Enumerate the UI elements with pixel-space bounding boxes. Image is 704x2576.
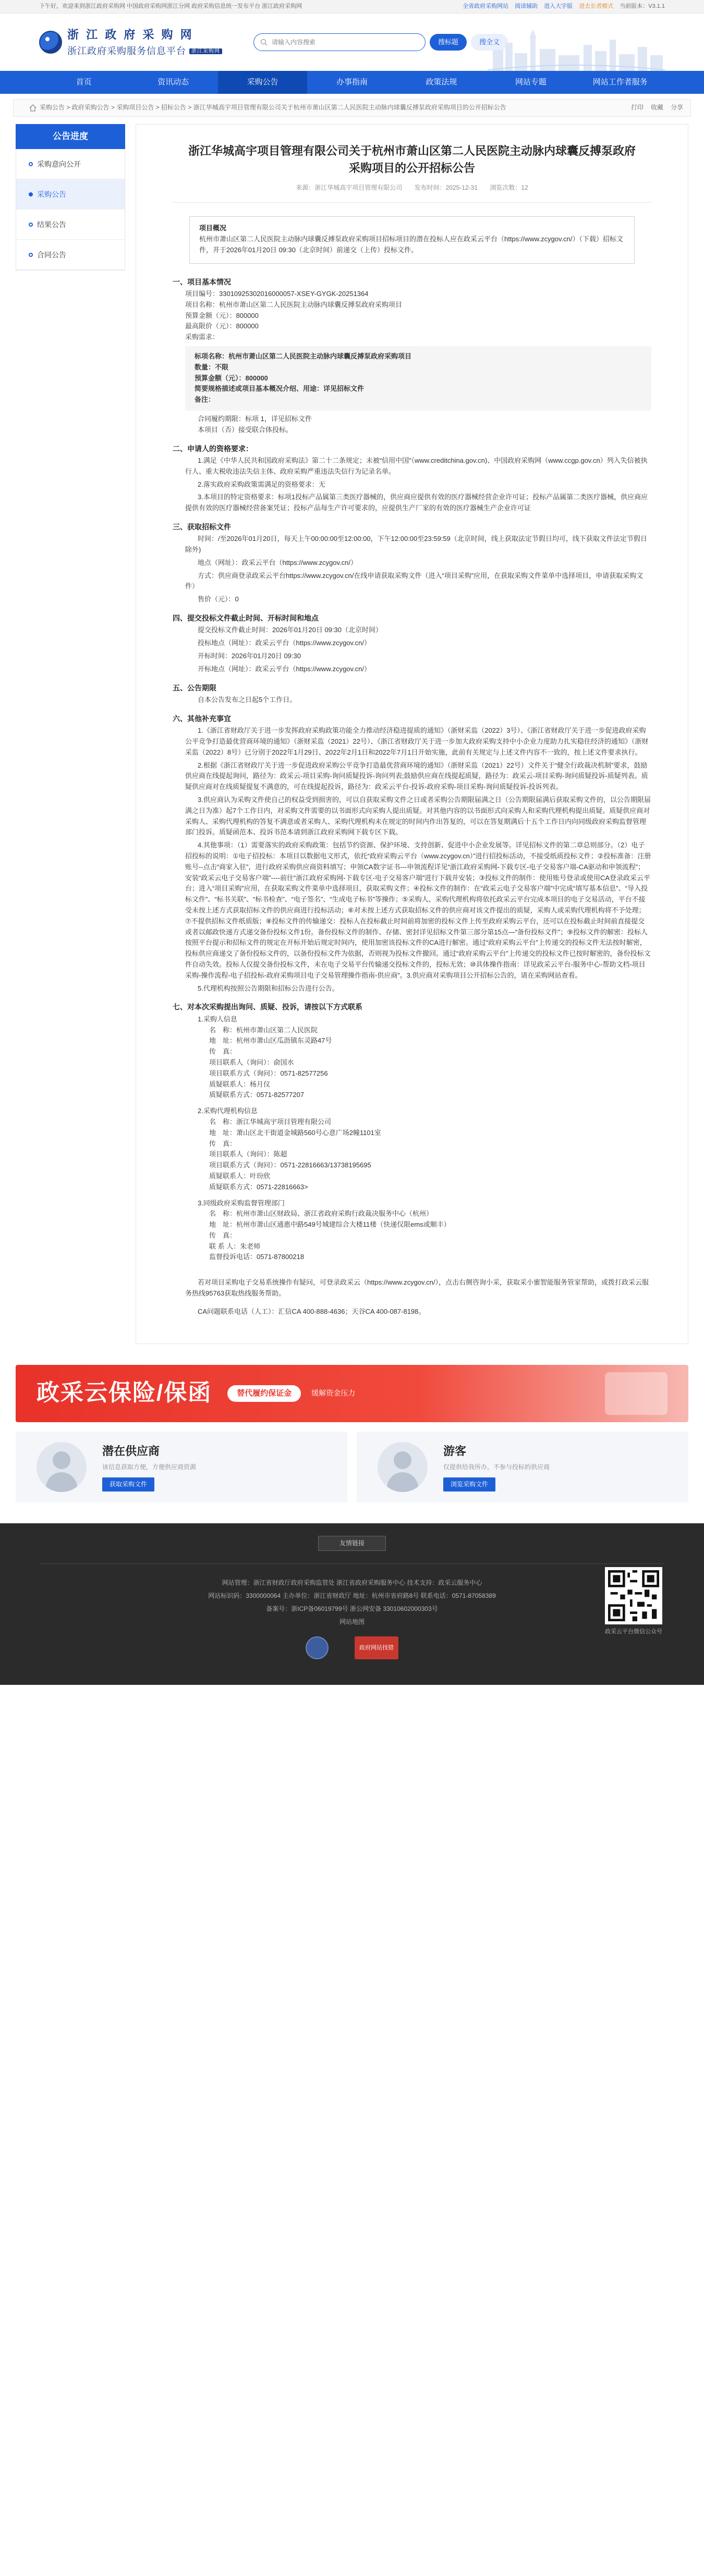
section-heading: 七、对本次采购提出询问、质疑、投诉，请按以下方式联系 xyxy=(173,1003,362,1012)
contact-line: 项目联系方式（询问）：0571-22816663/13738195695 xyxy=(209,1161,371,1169)
card-desc: 仅提供给我所办，不参与投标的供应商 xyxy=(443,1463,550,1471)
sidebar-item-announcement[interactable] xyxy=(16,179,125,209)
contact-line: 传 真： xyxy=(209,1231,237,1239)
section-heading: 四、提交投标文件截止时间、开标时间和地点 xyxy=(173,614,319,623)
search-fulltext-button[interactable]: 搜全文 xyxy=(471,34,508,51)
lot-name: 标项名称：杭州市萧山区第二人民医院主动脉内球囊反搏泵政府采购项目 xyxy=(195,352,412,360)
footer-info xyxy=(39,1564,665,1629)
project-name: 项目名称：杭州市萧山区第二人民医院主动脉内球囊反搏泵政府采购项目 xyxy=(185,300,403,309)
gov-site-error-badge[interactable]: 政府网站找错 xyxy=(355,1636,398,1659)
doc-method: 方式：供应商登录政采云平台https://www.zcygov.cn/在线申请获取采购文件（进入“项目采购”应用，在获取采购文件菜单中选择项目，申请获取采购文件） xyxy=(185,571,644,590)
footer-line[interactable]: 备案号：浙ICP备06019799号 浙公网安备 33010602000303号 xyxy=(266,1605,438,1613)
section-announcement-period xyxy=(173,682,651,706)
footer-line: 网站管理：浙江省财政厅政府采购监管处 浙江省政府采购服务中心 技术支持：政采云服务中心 xyxy=(222,1579,482,1586)
sidebar-item-label: 采购公告 xyxy=(37,190,66,199)
get-documents-button[interactable]: 获取采购文件 xyxy=(102,1477,154,1492)
version-label: 当前版本：V3.1.1 xyxy=(620,3,665,10)
logo-badge: 浙江采购网 xyxy=(189,48,222,54)
search-box[interactable] xyxy=(253,33,426,51)
lot-quantity: 数量：不限 xyxy=(195,363,229,371)
matter-paragraph: 2.根据《浙江省财政厅关于进一步促进政府采购公平竞争打造最优营商环境的通知》（浙财采监（2021）22号）文件关于“健全行政裁决机制”要求，鼓励供应商在线提起询问，路径为：政采云-项目采购-询问质疑投诉-询问列表;鼓励供应商在线提起质疑，路径为：政采云-项目采购-询问质疑投诉-质疑列表。质疑供应商对在线质疑提复不满意的，可在线提起投诉，路径为：政采云平台-投诉-政府采购-项目采购-询问质疑投诉-投诉列表。 xyxy=(185,761,648,791)
period-text: 自本公告发布之日起5个工作日。 xyxy=(198,696,297,704)
section-heading: 一、项目基本情况 xyxy=(173,277,231,286)
contact-line: 传 真： xyxy=(209,1047,237,1056)
section-basic-info xyxy=(173,276,651,436)
project-summary xyxy=(189,216,635,263)
contact-line: 项目联系人（询问）：俞国水 xyxy=(209,1058,294,1066)
friendly-links-select[interactable]: 友情链接 xyxy=(318,1536,386,1551)
ca-contact: CA问题联系电话（人工）：汇信CA 400-888-4636；天谷CA 400-087-8198。 xyxy=(198,1307,426,1315)
section-get-documents xyxy=(173,521,651,605)
step-dot-icon xyxy=(29,223,33,227)
step-dot-icon xyxy=(29,192,33,196)
budget-amount: 预算金额（元）：800000 xyxy=(185,311,259,319)
favorite-button[interactable]: 收藏 xyxy=(650,104,663,112)
section-contacts xyxy=(173,1001,651,1263)
large-font-link[interactable]: 进入大字版 xyxy=(544,3,573,10)
banner-subtitle: 缓解资金压力 xyxy=(311,1389,356,1398)
submission-deadline: 提交投标文件截止时间：2026年01月20日 09:30（北京时间） xyxy=(198,626,382,634)
nav-item-home[interactable]: 首页 xyxy=(76,78,92,87)
browse-documents-button[interactable]: 浏览采购文件 xyxy=(443,1477,495,1492)
matter-paragraph: 5.代理机构按照公告期限和招标公告进行公告。 xyxy=(198,984,339,992)
sidebar-item-label: 采购意向公开 xyxy=(37,159,81,168)
qualification-item: 1.满足《中华人民共和国政府采购法》第二十二条规定；未被“信用中国”（www.creditchina.gov.cn)、中国政府采购网（www.ccgp.gov.cn）列入失信被执行人、重大税收违法失信主体、政府采购严重违法失信行为记录名单。 xyxy=(185,456,648,475)
emblem-icon xyxy=(39,31,62,54)
opening-location: 开标地点（网址）：政采云平台（https://www.zcygov.cn/） xyxy=(198,664,371,673)
site-header xyxy=(0,14,704,71)
doc-time: 时间：/至2026年01月20日，每天上午00:00:00至12:00:00，下午12:00:00至23:59:59（北京时间，线上获取法定节假日均可，线下获取文件法定节假日除外) xyxy=(185,535,647,554)
visitor-card xyxy=(357,1432,688,1502)
qr-code-icon xyxy=(608,1570,659,1621)
city-skyline-illustration xyxy=(488,24,665,71)
contact-line: 名 称：浙江华城高宇项目管理有限公司 xyxy=(209,1117,332,1126)
contract-term: 合同履约期限：标项 1，详见招标文件 xyxy=(198,414,312,423)
closing-notes xyxy=(173,1277,651,1317)
matter-paragraph: 3.供应商认为采购文件使自己的权益受到损害的，可以自获取采购文件之日或者采购公告期限届满之日（公告期限届满后获取采购文件的，以公告期限届满之日为准）起7个工作日内，对采购文件需要的以书面形式向采购人提出质疑。对其他内容的以书面形式向采购人和采购代理机构提出质疑。质疑供应商对采购人、采购代理机构的答复不满意或者采购人、采购代理机构未在规定的时间内作出答复的，可以在答复期满后十五个工作日内向同级政府采购监督管理部门投诉。质疑函范本、投诉书范本请到浙江政府采购网下载专区下载。 xyxy=(185,796,651,836)
contact-line: 质疑联系人：杨月仪 xyxy=(209,1080,271,1088)
purchaser-heading: 1.采购人信息 xyxy=(198,1015,237,1023)
opening-time: 开标时间：2026年01月20日 09:30 xyxy=(198,652,301,660)
qualification-item: 2.落实政府采购政策需满足的资格要求：无 xyxy=(198,480,325,488)
sidebar-item-label: 合同公告 xyxy=(37,250,66,259)
doc-location: 地点（网址）：政采云平台（https://www.zcygov.cn/） xyxy=(198,558,358,566)
project-number: 项目编号：33010925302016000057-XSEY-GYGK-20251364 xyxy=(185,289,369,298)
banner-illustration xyxy=(605,1372,667,1415)
contact-line: 联 系 人：朱老师 xyxy=(209,1242,261,1250)
contact-line: 地 址：杭州市萧山区通惠中路549号城建综合大楼11楼（快递仅限ems或顺丰） xyxy=(209,1221,451,1229)
search-area xyxy=(253,33,508,51)
sidebar-item-result[interactable] xyxy=(16,209,125,240)
qualification-item: 3.本项目的特定资格要求：标项1投标产品属第三类医疗器械的，供应商应提供有效的医疗器械经营企业许可证；投标产品属第二类医疗器械，供应商应提供有效的医疗器械经营备案凭证；投标产品每生产许可要求的，应提供生产厂家的有效的医疗器械生产企业许可证 xyxy=(185,493,648,512)
sidebar-item-intent[interactable] xyxy=(16,149,125,179)
nav-item-news[interactable]: 资讯动态 xyxy=(157,78,189,87)
article-views: 浏览次数：12 xyxy=(490,184,528,191)
contact-line: 地 址：杭州市萧山区瓜沥镇东灵路47号 xyxy=(209,1037,332,1045)
qr-label: 政采云平台微信公众号 xyxy=(605,1628,662,1635)
contact-line: 监督投诉电话：0571-87800218 xyxy=(209,1253,305,1261)
nav-item-staff-service[interactable]: 网站工作者服务 xyxy=(592,78,648,87)
supervisor-heading: 3.同级政府采购监督管理部门 xyxy=(198,1199,285,1207)
progress-sidebar xyxy=(16,124,125,1344)
article-source: 来源：浙江华城高宇项目管理有限公司 xyxy=(296,184,403,191)
breadcrumb xyxy=(13,99,691,117)
nav-item-guide[interactable]: 办事指南 xyxy=(336,78,368,87)
article-meta xyxy=(173,183,651,203)
matter-paragraph: 1.《浙江省财政厅关于进一步发挥政府采购政策功能全力推动经济稳进提质的通知》（浙财采监（2022）3号）、《浙江省财政厅关于进一步促进政府采购公平竞争打造最优营商环境的通知》（浙财采监（2021）22号）、《浙江省财政厅关于进一步加大政府采购支持中小企业力度助力扎实稳住经济的通知》（浙财采监（2022）8号）已分别于2022年1月29日、2022年2月1日和2022年7月1日开始实施，此前有关规定与上述文件内容不一致的，按上述文件要求执行。 xyxy=(185,726,649,756)
welcome-notice: 下午好，欢迎来到浙江政府采购网 中国政府采购网浙江分网 政府采购信息统一发布平台 浙江政府采购网 xyxy=(39,3,302,10)
main-nav xyxy=(0,71,704,94)
site-logo[interactable] xyxy=(39,26,222,59)
consortium-note: 本项目（否）接受联合体投标。 xyxy=(198,425,293,434)
contact-line: 项目联系方式（询问）：0571-82577256 xyxy=(209,1069,328,1077)
nav-item-topics[interactable]: 网站专题 xyxy=(515,78,547,87)
summary-heading: 项目概况 xyxy=(199,224,227,232)
max-price: 最高限价（元）：800000 xyxy=(185,322,259,330)
card-title: 潜在供应商 xyxy=(102,1444,160,1458)
print-button[interactable]: 打印 xyxy=(630,104,644,112)
search-icon xyxy=(260,39,268,46)
matter-paragraph: 4.其他事项：（1）需要落实的政府采购政策：包括节约资源、保护环境、支持创新、促进中小企业发展等。详见招标文件的第二章总则部分。（2）电子招投标的说明：①电子招投标：本项目以数据电文形式，依托“政府采购云平台（www.zcygov.cn）”进行招投标活动，不接受纸质投标文件；②投标准备：注册账号--点击“商家入驻”，进行政府采购供应商资料填写；申领CA数字证书---申领流程详见“浙江政府采购网-下载专区-电子交易客户端-CA驱动和申领流程”；安装“政采云电子交易客户端”----前往“浙江政府采购网-下载专区-电子交易客户端”进行下载并安装；③投标文件的制作：使用账号登录或使用CA登录政采云平台；进入“项目采购”应用，在获取采购文件菜单中选择项目，获取采购文件；④投标文件的制作：在“政采云电子交易客户端”中完成“填写基本信息”、“导入投标文件”、“标书关联”、“标书检查”、“电子签名”、“生成电子标书”等操作；⑤采购人、采购代理机构将依托政采云平台完成本项目的电子交易活动，平台不接受未按上述方式获取招标文件的供应商进行投标活动；⑥对未按上述方式获取招标文件的供应商对该文件提出的质疑，采购人或采购代理机构将不予处理；⑦不提供招标文件纸质版；⑧投标文件的传输递交：投标人在投标截止时间前将加密的投标文件上传至政府采购云平台，还可以在投标截止时间前直接提交或者以邮政快递方式递交备份投标文件1份。备份投标文件的制作、存储、密封详见招标文件第三部分第15点—“备份投标文件”；⑨投标文件的解密：投标人按照平台提示和招标文件的规定在开标开始后规定时间内，使用加密该投标文件的CA进行解密。通过“政府采购云平台”上传递交的投标文件无法按时解密，投标供应商递交了备份投标文件的，以备份投标文件为依据，否则视为投标文件撤回。通过“政府采购云平台”上传递交的投标文件已按时解密的，备份投标文件自动失效。投标人仅提交备份投标文件，未在电子交易平台传输递交投标文件的，投标无效；⑩具体操作指南：详见政采云平台-服务中心-帮助文档-项目采购-操作流程-电子招投标-政府采购项目电子交易管理操作指南-供应商”。3.供应商对采购项目公开招标公告的，请在采购网站查看。 xyxy=(185,841,651,979)
site-footer xyxy=(0,1523,704,1685)
elder-mode-link[interactable]: 进去长者模式 xyxy=(579,3,614,10)
supplier-avatar-icon xyxy=(37,1442,87,1492)
closing-paragraph: 若对项目采购电子交易系统操作有疑问，可登录政采云（https://www.zcygov.cn/），点击右侧咨询小采，获取采小蜜智能服务管家帮助，或拨打政采云服务热线95763获取热线服务帮助。 xyxy=(185,1278,649,1298)
section-heading: 六、其他补充事宜 xyxy=(173,714,231,723)
banner-tag: 替代履约保证金 xyxy=(227,1385,301,1402)
sitemap-link[interactable]: 网站地图 xyxy=(339,1618,365,1626)
section-heading: 三、获取招标文件 xyxy=(173,522,231,531)
article-content xyxy=(136,124,688,1344)
contact-line: 名 称：杭州市萧山区第二人民医院 xyxy=(209,1026,318,1034)
home-icon xyxy=(29,104,37,112)
card-desc: 该信息获取方便，方便供应商资源 xyxy=(102,1463,197,1471)
section-other-matters xyxy=(173,713,651,994)
supplier-card xyxy=(16,1432,347,1502)
submission-location: 投标地点（网址）：政采云平台（https://www.zcygov.cn/） xyxy=(198,639,371,647)
sidebar-item-label: 结果公告 xyxy=(37,220,66,229)
role-cards xyxy=(16,1432,688,1502)
contact-line: 地 址：萧山区北干街道金城路560号心意广场2幢1101室 xyxy=(209,1128,381,1137)
section-heading: 五、公告期限 xyxy=(173,683,216,692)
search-input[interactable] xyxy=(272,39,419,46)
banner-title: 政采云保险/保函 xyxy=(37,1380,212,1406)
contact-line: 质疑联系方式：0571-82577207 xyxy=(209,1091,305,1099)
requirements-label: 采购需求： xyxy=(185,333,220,341)
contact-line: 名 称：杭州市萧山区财政局、浙江省政府采购行政裁决服务中心（杭州） xyxy=(209,1210,433,1218)
logo-title: 浙 江 政 府 采 购 网 xyxy=(67,28,194,41)
search-title-button[interactable]: 搜标题 xyxy=(430,34,467,51)
party-gov-badge-icon[interactable] xyxy=(306,1636,329,1659)
card-title: 游客 xyxy=(443,1444,467,1458)
article-title: 浙江华城高宇项目管理有限公司关于杭州市萧山区第二人民医院主动脉内球囊反搏泵政府采购项目的公开招标公告 xyxy=(188,144,636,175)
contact-line: 传 真： xyxy=(209,1139,237,1148)
contact-line: 质疑联系人：叶玢欣 xyxy=(209,1172,271,1180)
summary-body: 杭州市萧山区第二人民医院主动脉内球囊反搏泵政府采购项目招标项目的潜在投标人应在政采云平台（https://www.zcygov.cn/）（下载）招标文件，并于2026年01月20日 09:30（北京时间）前递交（上传）投标文件。 xyxy=(199,235,624,254)
insurance-banner[interactable] xyxy=(16,1365,688,1422)
logo-subtitle: 浙江政府采购服务信息平台 xyxy=(67,46,186,57)
section-submission xyxy=(173,612,651,675)
sidebar-title: 公告进度 xyxy=(16,124,125,149)
doc-price: 售价（元）：0 xyxy=(198,595,239,603)
province-sites-link[interactable]: 全省政府采购网站 xyxy=(463,3,509,10)
requirement-block xyxy=(185,346,651,411)
wechat-qr xyxy=(602,1567,665,1637)
section-heading: 二、申请人的资格要求： xyxy=(173,444,253,453)
lot-description: 简要规格描述或项目基本概况介绍、用途：详见招标文件 xyxy=(195,385,365,393)
section-qualifications xyxy=(173,443,651,514)
step-dot-icon xyxy=(29,253,33,257)
visitor-avatar-icon xyxy=(378,1442,428,1492)
reading-assist-link[interactable]: 阅读辅助 xyxy=(515,3,538,10)
share-button[interactable]: 分享 xyxy=(670,104,683,112)
top-strip xyxy=(0,0,704,14)
breadcrumb-path[interactable]: 采购公告 > 政府采购公告 > 采购项目公告 > 招标公告 > 浙江华城高宇项目管理有限公司关于杭州市萧山区第二人民医院主动脉内球囊反搏泵政府采购项目的公开招标公告 xyxy=(40,104,506,112)
sidebar-item-contract[interactable] xyxy=(16,240,125,270)
lot-budget: 预算金额（元）：800000 xyxy=(195,374,268,382)
footer-line: 网站标识码：3300000064 主办单位：浙江省财政厅 地址：杭州市省府路8号 联系电话：0571-87058389 xyxy=(208,1592,496,1600)
contact-line: 质疑联系方式：0571-22816663> xyxy=(209,1182,308,1191)
step-dot-icon xyxy=(29,162,33,166)
contact-line: 项目联系人（询问）：陈超 xyxy=(209,1150,287,1158)
nav-item-policies[interactable]: 政策法规 xyxy=(426,78,457,87)
agency-heading: 2.采购代理机构信息 xyxy=(198,1107,258,1115)
nav-item-announcements[interactable]: 采购公告 xyxy=(218,71,307,94)
lot-remarks: 备注： xyxy=(195,396,215,404)
article-date: 发布时间：2025-12-31 xyxy=(414,184,478,191)
